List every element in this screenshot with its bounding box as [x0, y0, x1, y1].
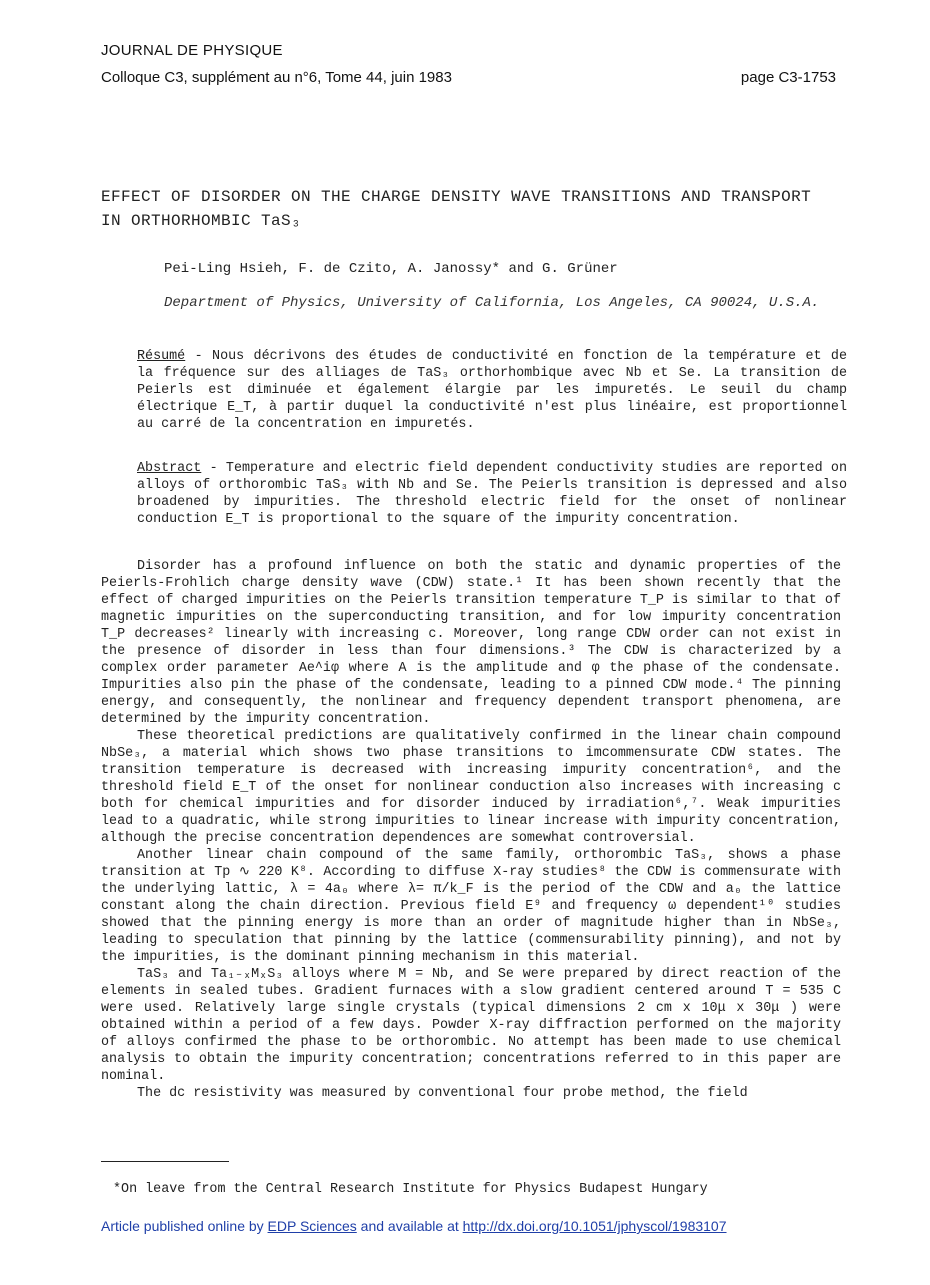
affiliation: Department of Physics, University of California, Los Angeles, CA 90024, U.S.A. [164, 295, 820, 311]
online-middle: and available at [356, 1218, 463, 1234]
doi-link[interactable]: http://dx.doi.org/10.1051/jphyscol/1983107 [462, 1218, 727, 1234]
paragraph: TaS₃ and Ta₁₋ₓMₓS₃ alloys where M = Nb, and Se were prepared by direct reaction of the elements in sealed tubes. Gradient furnaces with a slow gradient centered around T = 535 C were used. Relatively large single crystals (typical dimensions 2 cm x 10μ x 30μ ) were obtained within a period of a few days. Powder X-ray diffraction performed on the majority of alloys confirmed the phase to be orthorombic. No attempt has been made to use chemical analysis to obtain the impurity concentration; concentrations referred to in this paper are nominal. [101, 967, 841, 1084]
body-text [101, 558, 841, 1102]
paragraph: The dc resistivity was measured by conventional four probe method, the field [137, 1086, 748, 1101]
paragraph: These theoretical predictions are qualitatively confirmed in the linear chain compound NbSe₃, a material which shows two phase transitions to imcommensurate CDW states. The transition temperature is decreased with increasing impurity concentration⁶, and the threshold field E_T of the onset for nonlinear conduction also increases with increasing c both for chemical impurities and for disorder induced by irradiation⁶,⁷. Weak impurities lead to a quadratic, while strong impurities to linear increase with impurity concentration, although the precise concentration dependences are somewhat controversial. [101, 729, 841, 846]
footnote: *On leave from the Central Research Institute for Physics Budapest Hungary [113, 1182, 708, 1197]
paragraph: Another linear chain compound of the same family, orthorombic TaS₃, shows a phase transition at Tp ∿ 220 K⁸. According to diffuse X-ray studies⁸ the CDW is commensurate with the underlying lattic, λ = 4a₀ where λ= π/k_F is the period of the CDW and a₀ the lattice constant along the chain direction. Previous field E⁹ and frequency ω dependent¹⁰ studies showed that the pinning energy is more than an order of magnitude higher than in NbSe₃, leading to speculation that pinning by the lattice (commensurability pinning), and not by the impurities, is the dominant pinning mechanism in this material. [101, 848, 841, 965]
abstract-text: - Temperature and electric field dependent conductivity studies are reported on alloys of orthorombic TaS₃ with Nb and Se. The Peierls transition is depressed and also broadened by impurities. The threshold electric field for the onset of nonlinear conduction E_T is proportional to the square of the impurity concentration. [137, 461, 847, 527]
page-number: page C3-1753 [740, 69, 836, 86]
title-line-2: IN ORTHORHOMBIC TaS₃ [101, 212, 302, 230]
journal-name: JOURNAL DE PHYSIQUE [101, 42, 283, 59]
online-publication-notice [101, 1218, 727, 1234]
abstract-label: Abstract [137, 461, 202, 476]
paper-title [101, 185, 861, 233]
online-prefix: Article published online by [101, 1218, 268, 1234]
publisher-link[interactable]: EDP Sciences [267, 1218, 357, 1234]
author-list: Pei-Ling Hsieh, F. de Czito, A. Janossy* and G. Grüner [164, 261, 618, 277]
issue-info: Colloque C3, supplément au n°6, Tome 44, juin 1983 [101, 69, 452, 86]
title-line-1: EFFECT OF DISORDER ON THE CHARGE DENSITY WAVE TRANSITIONS AND TRANSPORT [101, 188, 812, 206]
abstract-block [137, 460, 847, 528]
paragraph: Disorder has a profound influence on both the static and dynamic properties of the Peierls-Frohlich charge density wave (CDW) state.¹ It has been shown recently that the effect of charged impurities on the Peierls transition temperature T_P is similar to that of magnetic impurities on the superconducting transition, and for low impurity concentration T_P decreases² linearly with increasing c. Moreover, long range CDW order can not exist in the presence of disorder in less than four dimensions.³ The CDW is characterized by a complex order parameter Ae^iφ where A is the amplitude and φ the phase of the condensate. Impurities also pin the phase of the condensate, leading to a pinned CDW mode.⁴ The pinning energy, and consequently, the nonlinear and frequency dependent transport phenomena, are determined by the impurity concentration. [101, 559, 841, 727]
resume-text: - Nous décrivons des études de conductivité en fonction de la température et de la fréquence sur des alliages de TaS₃ orthorhombique avec Nb et Se. La transition de Peierls est diminuée et également élargie par les impuretés. Le seuil du champ électrique E_T, à partir duquel la conductivité n'est plus linéaire, est proportionnel au carré de la concentration en impuretés. [137, 349, 847, 432]
footnote-divider [101, 1161, 229, 1162]
resume-block [137, 348, 847, 433]
resume-label: Résumé [137, 349, 186, 364]
